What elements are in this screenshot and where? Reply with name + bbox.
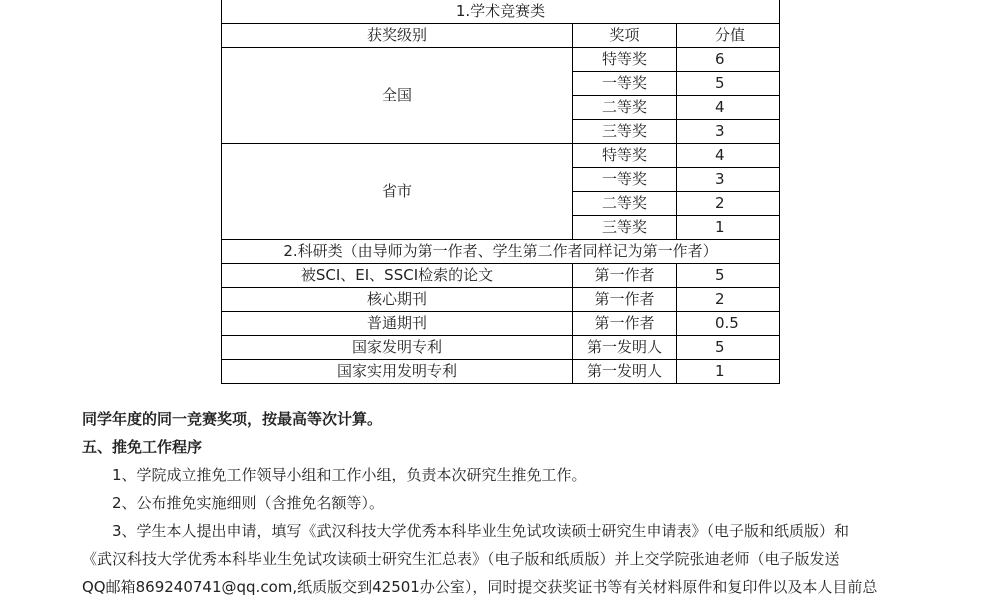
paragraph: 3、学生本人提出申请，填写《武汉科技大学优秀本科毕业生免试攻读硕士研究生申请表》（电子版和纸质版）和 bbox=[112, 522, 850, 540]
note-text: 同学年度的同一竞赛奖项，按最高等次计算。 bbox=[82, 410, 383, 428]
table-row bbox=[222, 336, 780, 360]
table-row bbox=[222, 312, 780, 336]
column-header-award: 奖项 bbox=[573, 24, 677, 48]
research-item-cell: 核心期刊 bbox=[222, 288, 573, 312]
table-row bbox=[222, 360, 780, 384]
score-cell: 2 bbox=[677, 288, 780, 312]
score-table bbox=[221, 0, 780, 384]
table-row bbox=[222, 240, 780, 264]
award-cell: 一等奖 bbox=[573, 168, 677, 192]
score-cell: 6 bbox=[677, 48, 780, 72]
role-cell: 第一作者 bbox=[573, 312, 677, 336]
research-item-cell: 国家实用发明专利 bbox=[222, 360, 573, 384]
award-cell: 二等奖 bbox=[573, 96, 677, 120]
score-cell: 4 bbox=[677, 144, 780, 168]
score-cell: 1 bbox=[677, 360, 780, 384]
role-cell: 第一作者 bbox=[573, 264, 677, 288]
paragraph-continuation: QQ邮箱869240741@qq.com,纸质版交到42501办公室），同时提交获奖证书等有关材料原件和复印件以及本人目前总 bbox=[82, 578, 878, 596]
research-item-cell: 被SCI、EI、SSCI检索的论文 bbox=[222, 264, 573, 288]
research-item-cell: 普通期刊 bbox=[222, 312, 573, 336]
table-row bbox=[222, 264, 780, 288]
table-row bbox=[222, 288, 780, 312]
score-cell: 1 bbox=[677, 216, 780, 240]
level-cell-national: 全国 bbox=[222, 48, 573, 144]
score-cell: 3 bbox=[677, 120, 780, 144]
table-row bbox=[222, 0, 780, 24]
level-cell-provincial: 省市 bbox=[222, 144, 573, 240]
score-cell: 5 bbox=[677, 264, 780, 288]
award-cell: 三等奖 bbox=[573, 216, 677, 240]
role-cell: 第一作者 bbox=[573, 288, 677, 312]
column-header-level: 获奖级别 bbox=[222, 24, 573, 48]
table-row bbox=[222, 144, 780, 168]
table-header-row bbox=[222, 24, 780, 48]
award-cell: 一等奖 bbox=[573, 72, 677, 96]
score-cell: 5 bbox=[677, 72, 780, 96]
table-row bbox=[222, 48, 780, 72]
section-title-competition: 1.学术竞赛类 bbox=[222, 0, 780, 24]
document-body bbox=[82, 405, 982, 601]
research-item-cell: 国家发明专利 bbox=[222, 336, 573, 360]
award-cell: 特等奖 bbox=[573, 144, 677, 168]
score-cell: 3 bbox=[677, 168, 780, 192]
score-cell: 5 bbox=[677, 336, 780, 360]
section-title-research: 2.科研类（由导师为第一作者、学生第二作者同样记为第一作者） bbox=[222, 240, 780, 264]
section-heading: 五、推免工作程序 bbox=[82, 438, 203, 456]
score-cell: 2 bbox=[677, 192, 780, 216]
score-cell: 0.5 bbox=[677, 312, 780, 336]
award-cell: 二等奖 bbox=[573, 192, 677, 216]
award-cell: 特等奖 bbox=[573, 48, 677, 72]
paragraph-continuation: 《武汉科技大学优秀本科毕业生免试攻读硕士研究生汇总表》（电子版和纸质版）并上交学院张迪老师（电子版发送 bbox=[82, 550, 840, 568]
role-cell: 第一发明人 bbox=[573, 360, 677, 384]
award-cell: 三等奖 bbox=[573, 120, 677, 144]
role-cell: 第一发明人 bbox=[573, 336, 677, 360]
paragraph: 2、公布推免实施细则（含推免名额等）。 bbox=[112, 494, 385, 512]
paragraph: 1、学院成立推免工作领导小组和工作小组，负责本次研究生推免工作。 bbox=[112, 466, 587, 484]
score-cell: 4 bbox=[677, 96, 780, 120]
column-header-score: 分值 bbox=[677, 24, 780, 48]
